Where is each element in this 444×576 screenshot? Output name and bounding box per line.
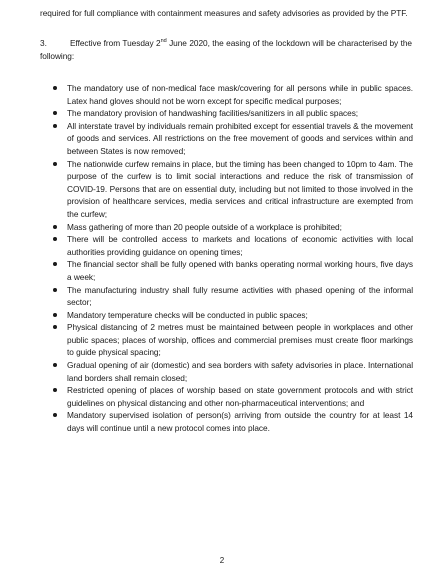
bullet-icon — [53, 111, 57, 115]
list-item-text: Physical distancing of 2 metres must be maintained between people in workplaces and other public spaces; places of worship, offices and commercial premises must create floor markings to guide physical spacing; — [67, 322, 413, 358]
list-item-text: Mass gathering of more than 20 people outside of a workplace is prohibited; — [67, 221, 342, 232]
paragraph-number: 3. — [40, 38, 47, 48]
list-item-text: Mandatory temperature checks will be conducted in public spaces; — [67, 309, 308, 320]
list-item — [53, 82, 413, 107]
list-item — [53, 359, 413, 384]
list-item — [53, 120, 413, 158]
bullet-icon — [53, 225, 57, 229]
list-item — [53, 309, 413, 322]
list-item — [53, 321, 413, 359]
list-item — [53, 158, 413, 221]
date-superscript: nd — [160, 38, 167, 45]
page-number: 2 — [219, 556, 225, 565]
list-item-text: The mandatory provision of handwashing facilities/sanitizers in all public spaces; — [67, 108, 359, 119]
bullet-icon — [53, 325, 57, 329]
list-item — [53, 107, 413, 120]
list-item-text: Gradual opening of air (domestic) and sea borders with safety advisories in place. International land borders shall remain closed; — [67, 360, 413, 383]
list-item-text: The financial sector shall be fully opened with banks operating normal working hours, five days a week; — [67, 259, 413, 282]
list-item-text: Mandatory supervised isolation of person(s) arriving from outside the country for at least 14 days will continue until a new protocol comes into place. — [67, 410, 413, 434]
list-item — [53, 284, 413, 309]
list-item-text: The manufacturing industry shall fully resume activities with phased opening of the informal sector; — [67, 284, 413, 308]
list-item-text: The mandatory use of non-medical face mask/covering for all persons while in public spaces. Latex hand gloves should not be worn except for specific medical purposes; — [67, 83, 413, 106]
bullet-icon — [53, 413, 57, 417]
list-item — [53, 221, 413, 234]
bullet-icon — [53, 237, 57, 241]
list-item-text: The nationwide curfew remains in place, but the timing has been changed to 10pm to 4am. The purpose of the curfew is to limit social interactions and reduce the risk of transmission of COVID-19. Persons that are on essential duty, including but not limited to those involved in the provision of healthcare services, media services and critical infrastructure are exempted from the curfew; — [67, 158, 413, 219]
bullet-icon — [53, 124, 57, 128]
list-item — [53, 384, 413, 409]
paragraph-3-text-after: June 2020, the easing of the lockdown will be characterised by the following: — [40, 38, 412, 61]
easing-measures-list — [53, 82, 413, 435]
paragraph-3-text-before: Effective from Tuesday 2 — [70, 38, 161, 48]
list-item — [53, 409, 413, 434]
list-item-text: Restricted opening of places of worship based on state government protocols and with strict guidelines on physical distancing and other non-pharmaceutical interventions; and — [67, 385, 413, 408]
bullet-icon — [53, 313, 57, 317]
bullet-icon — [53, 363, 57, 367]
list-item-text: All interstate travel by individuals remain prohibited except for essential travels & the movement of goods and services. All restrictions on the free movement of goods and services within and between States is now removed; — [67, 120, 413, 156]
list-item — [53, 258, 413, 283]
bullet-icon — [53, 262, 57, 266]
bullet-icon — [53, 288, 57, 292]
intro-paragraph: required for full compliance with containment measures and safety advisories as provided by the PTF. — [40, 8, 408, 18]
paragraph-3-text — [40, 38, 412, 61]
list-item-text: There will be controlled access to markets and locations of economic activities with local authorities providing guidance on opening times; — [67, 234, 413, 257]
bullet-icon — [53, 162, 57, 166]
paragraph-3 — [40, 37, 412, 62]
list-item — [53, 233, 413, 258]
bullet-icon — [53, 86, 57, 90]
bullet-icon — [53, 388, 57, 392]
